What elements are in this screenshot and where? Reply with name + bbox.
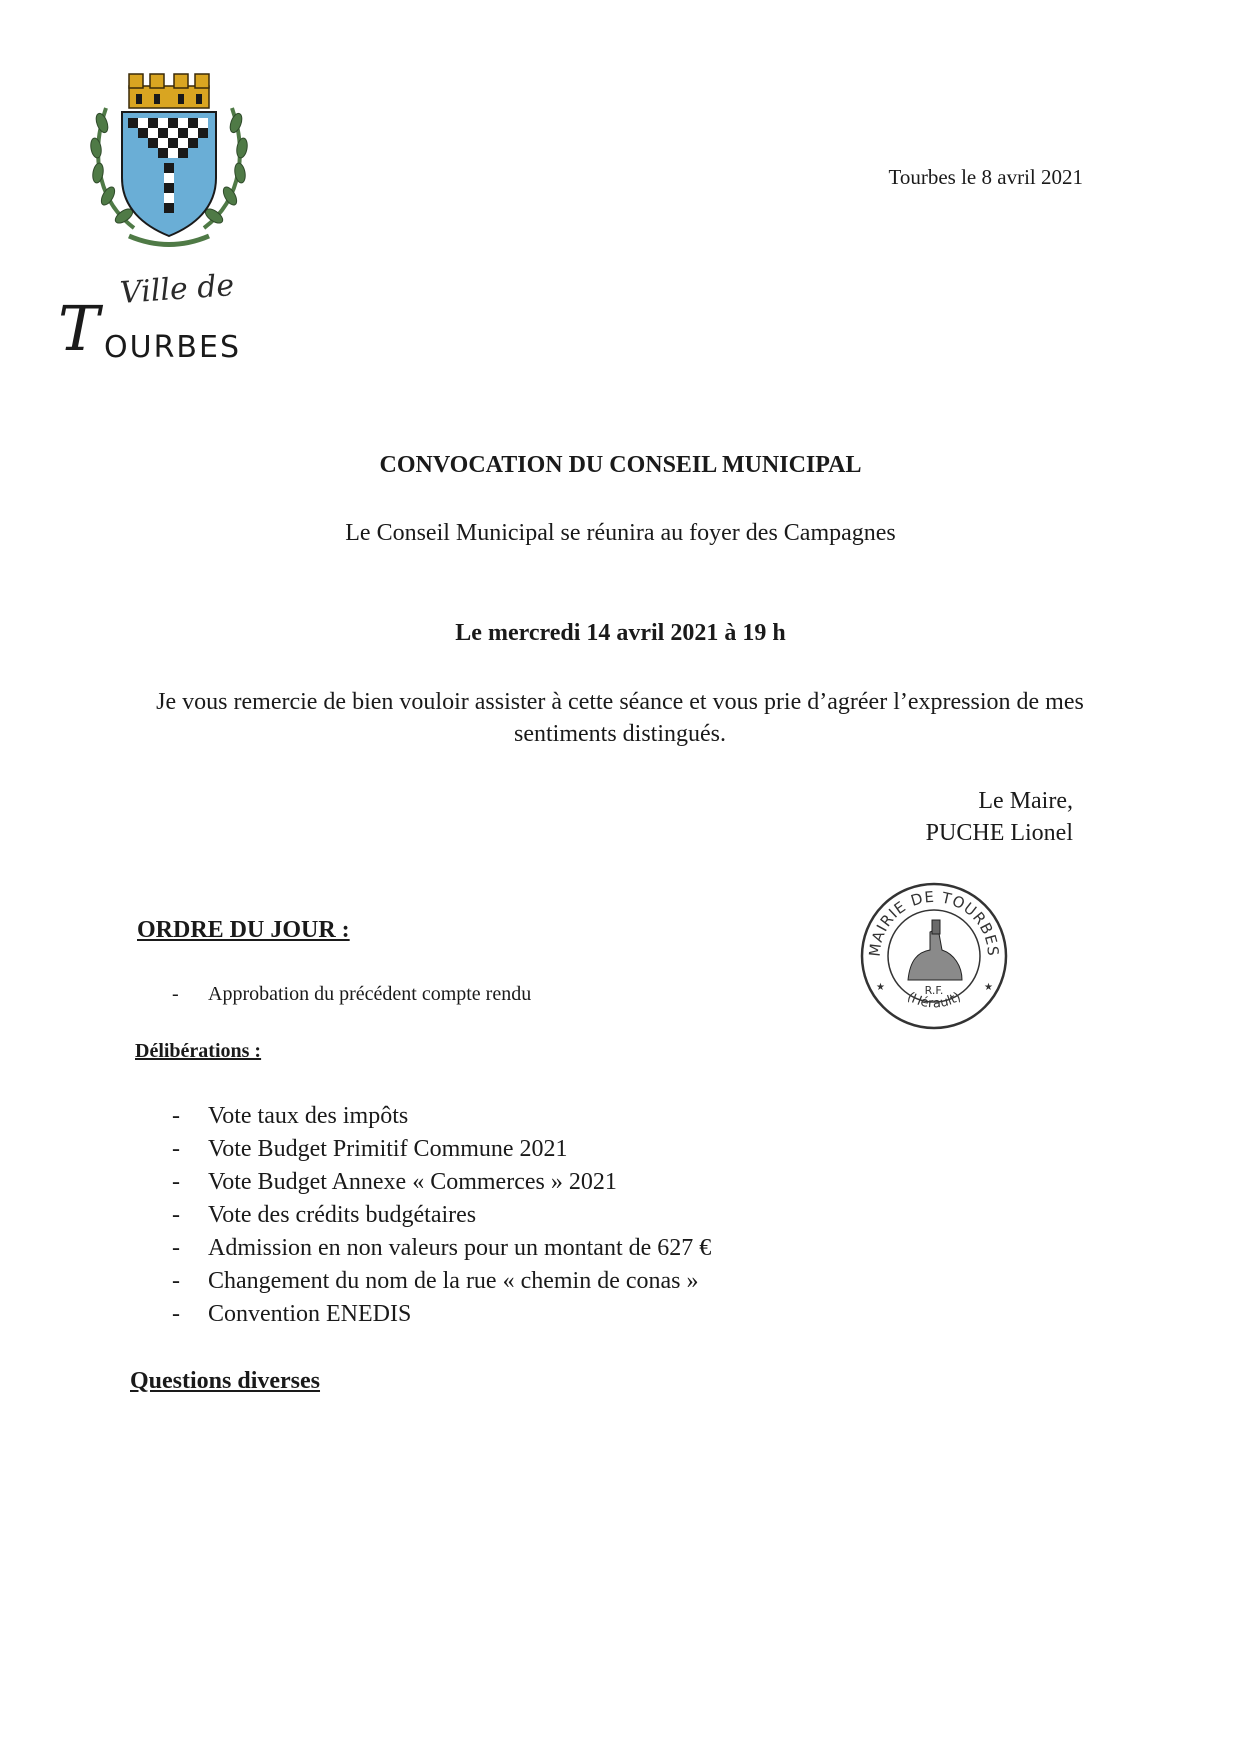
list-item: - Vote Budget Annexe « Commerces » 2021: [172, 1169, 617, 1195]
closing-paragraph: Je vous remercie de bien vouloir assister à cette séance et vous prie d’agréer l’expression de mes sentiments distingués.: [156, 689, 1084, 747]
approval-item: [172, 983, 531, 1006]
logo-initial: T: [58, 292, 100, 365]
signature-block: [926, 785, 1073, 849]
list-item: - Convention ENEDIS: [172, 1301, 412, 1327]
agenda-heading: ORDRE DU JOUR :: [137, 917, 350, 943]
meeting-location: Le Conseil Municipal se réunira au foyer des Campagnes: [345, 520, 896, 546]
list-item: - Vote Budget Primitif Commune 2021: [172, 1136, 568, 1162]
bullet-dash: -: [172, 983, 179, 1005]
stamp-ring-text: MAIRIE DE TOURBES: [865, 887, 1003, 958]
logo-script-text: Ville de: [118, 268, 236, 311]
official-stamp: [858, 880, 1010, 1032]
logo-wordmark: OURBES: [104, 330, 241, 365]
meeting-date: Le mercredi 14 avril 2021 à 19 h: [455, 620, 786, 646]
list-item: - Vote des crédits budgétaires: [172, 1202, 477, 1228]
list-item: - Admission en non valeurs pour un montant de 627 €: [172, 1235, 712, 1261]
stamp-rf-text: R.F.: [924, 984, 944, 997]
letter-date: Tourbes le 8 avril 2021: [888, 165, 1083, 189]
document-title: CONVOCATION DU CONSEIL MUNICIPAL: [379, 452, 862, 478]
coat-of-arms-logo: [84, 68, 254, 258]
list-item: - Changement du nom de la rue « chemin de conas »: [172, 1268, 699, 1294]
deliberations-heading: Délibérations :: [135, 1040, 262, 1062]
deliberations-list: [172, 1100, 711, 1331]
list-item: - Vote taux des impôts: [172, 1103, 409, 1129]
approval-item-text: Approbation du précédent compte rendu: [208, 983, 532, 1005]
questions-heading: Questions diverses: [130, 1368, 321, 1394]
signature-role: Le Maire,: [978, 788, 1073, 814]
stamp-star-icon: ★: [876, 982, 885, 993]
stamp-star-icon: ★: [984, 982, 993, 993]
stamp-region-text: (Hérault): [904, 989, 964, 1012]
signature-name: PUCHE Lionel: [925, 820, 1073, 846]
